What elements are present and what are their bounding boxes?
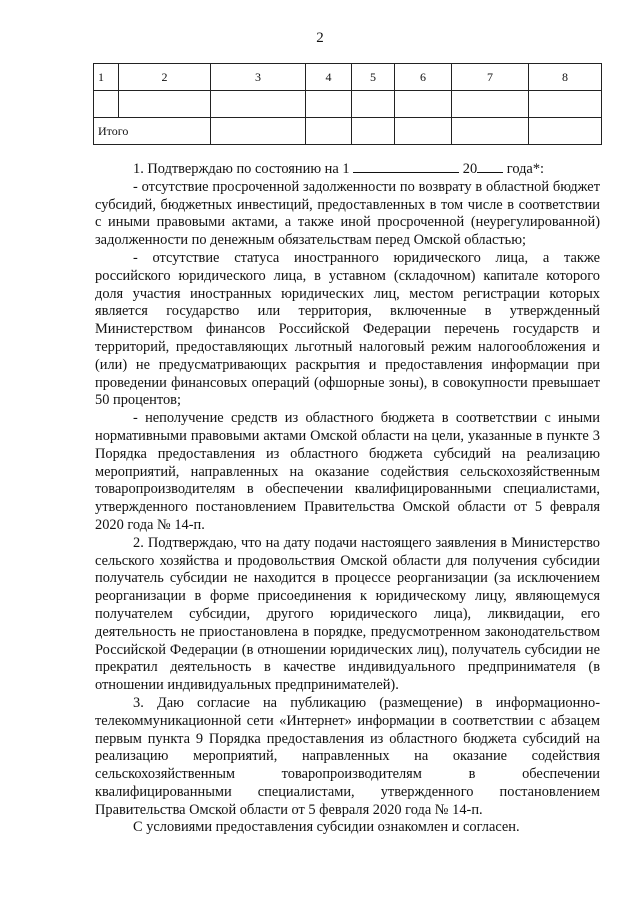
page-number: 2 xyxy=(316,30,324,46)
table-cell xyxy=(211,91,306,118)
table-cell xyxy=(352,91,395,118)
table-cell xyxy=(306,118,352,145)
table-header-cell: 7 xyxy=(452,64,529,91)
paragraph-1-item-3: - неполучение средств из областного бюджета в соответствии с иными нормативными правовыми актами Омской области на цели, указанные в пункте 3 Порядка предоставления из областного бюджета субсидий на реализацию мероприятий, направленных на оказание содействия сельскохозяйственным товаропроизводителям в обеспечении квалифицированными специалистами, утвержденного постановлением Правительства Омской области от 5 февраля 2020 года № 14-п. xyxy=(95,410,600,533)
table-header-cell: 1 xyxy=(94,64,119,91)
table-cell xyxy=(452,118,529,145)
table-cell xyxy=(119,91,211,118)
table-cell xyxy=(306,91,352,118)
paragraph-3: 3. Даю согласие на публикацию (размещение) в информационно-телекоммуникационной сети «Интернет» информации в соответствии с абзацем первым пункта 9 Порядка предоставления из областного бюджета субсидий на реализацию мероприятий, направленных на оказание содействия сельскохозяйственным товаропроизводителям в обеспечении квалифицированными специалистами, утвержденного постановлением Правительства Омской области от 5 февраля 2020 года № 14-п. xyxy=(95,694,600,818)
intro-text-a: 1. Подтверждаю по состоянию на 1 xyxy=(133,161,350,177)
table-header-cell: 5 xyxy=(352,64,395,91)
table-cell xyxy=(529,91,602,118)
table-cell xyxy=(452,91,529,118)
closing-statement: С условиями предоставления субсидии ознакомлен и согласен. xyxy=(133,819,520,836)
paragraph-1-item-2: - отсутствие статуса иностранного юридического лица, а также российского юридического лица, в уставном (складочном) капитале которого доля участия иностранных юридических лиц, местом регистрации которых является государство или территория, включенные в утвержденный Министерством финансов Российской Федерации перечень государств и территорий, предоставляющих льготный налоговый режим налогообложения и (или) не предусматривающих раскрытия и предоставления информации при проведении финансовых операций (офшорные зоны), в совокупности превышает 50 процентов; xyxy=(95,249,600,409)
document-body xyxy=(95,160,600,837)
table-row xyxy=(94,91,602,118)
table-header-row xyxy=(94,64,602,91)
total-label: Итого xyxy=(94,118,211,145)
table-cell xyxy=(352,118,395,145)
paragraph-2: 2. Подтверждаю, что на дату подачи настоящего заявления в Министерство сельского хозяйства и продовольствия Омской области для получения субсидии получатель субсидии не находится в процессе реорганизации (за исключением реорганизации в форме присоединения к юридическому лицу, являющемуся получателем субсидии, другого юридического лица), ликвидации, его деятельность не приостановлена в порядке, предусмотренном законодательством Российской Федерации (в отношении юридических лиц), получатель субсидии не прекратил деятельность в качестве индивидуального предпринимателя (в отношении индивидуальных предпринимателей). xyxy=(95,534,600,694)
table-cell xyxy=(395,118,452,145)
year-blank-field xyxy=(477,160,503,173)
paragraph-1-item-1: - отсутствие просроченной задолженности по возврату в областной бюджет субсидий, бюджетных инвестиций, предоставленных в том числе в соответствии с иными правовыми актами, а также иной просроченной (неурегулированной) задолженности по денежным обязательствам перед Омской областью; xyxy=(95,178,600,249)
date-blank-field xyxy=(353,160,459,173)
table-cell xyxy=(211,118,306,145)
table-header-cell: 6 xyxy=(395,64,452,91)
intro-text-c: года*: xyxy=(506,161,545,177)
table-header-cell: 2 xyxy=(119,64,211,91)
table-header-cell: 8 xyxy=(529,64,602,91)
table-header-cell: 4 xyxy=(306,64,352,91)
table-header-cell: 3 xyxy=(211,64,306,91)
table-cell xyxy=(395,91,452,118)
table-cell xyxy=(529,118,602,145)
intro-text-b: 20 xyxy=(462,161,478,177)
data-table xyxy=(93,63,602,145)
paragraph-1-intro xyxy=(95,160,600,179)
table-cell xyxy=(94,91,119,118)
table-total-row xyxy=(94,118,602,145)
